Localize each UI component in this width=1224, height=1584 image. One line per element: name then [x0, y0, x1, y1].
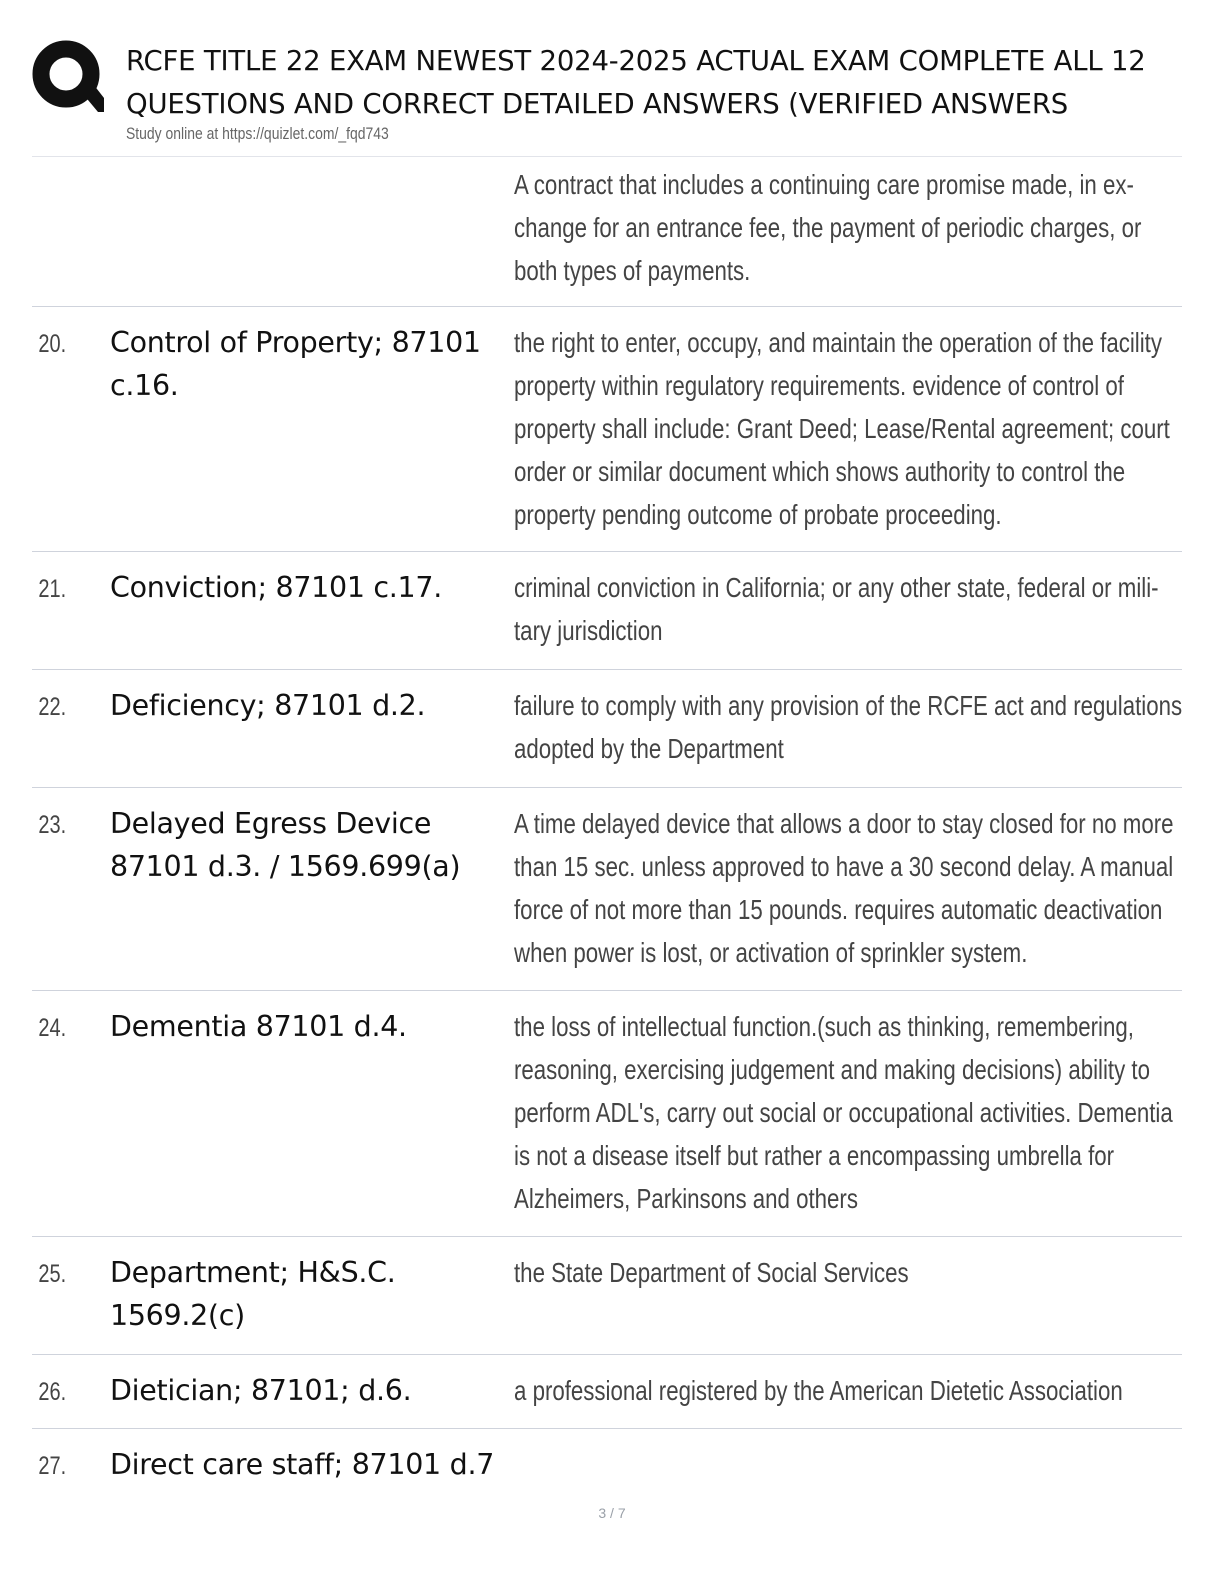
def-line: the loss of intellectual function.(such as thinking, remembering, — [514, 1011, 1134, 1042]
card-definition — [514, 566, 1166, 652]
def-line: adopted by the Department — [514, 733, 784, 764]
card-number: 27. — [38, 1452, 67, 1480]
card-definition — [514, 684, 1183, 770]
card-term — [110, 684, 510, 727]
term-line: Conviction; 87101 c.17. — [110, 571, 442, 604]
def-line: reasoning, exercising judgement and making decisions) ability to — [514, 1054, 1150, 1085]
card-number: 22. — [38, 693, 67, 721]
quizlet-q-logo-icon — [32, 36, 104, 116]
card-row — [32, 307, 1182, 551]
term-line: Control of Property; 87101 — [110, 326, 481, 359]
term-line: Direct care staff; 87101 d.7 — [110, 1448, 495, 1481]
def-line: is not a disease itself but rather a encompassing umbrella for — [514, 1140, 1115, 1171]
def-line: property within regulatory requirements. evidence of control of — [514, 370, 1124, 401]
def-line: criminal conviction in California; or any other state, federal or mili- — [514, 572, 1159, 603]
card-definition — [514, 1251, 1166, 1294]
continuation-definition — [514, 163, 1166, 292]
card-number: 23. — [38, 811, 67, 839]
page-number: 3 / 7 — [598, 1505, 626, 1521]
def-line: than 15 sec. unless approved to have a 30 second delay. A manual — [514, 851, 1174, 882]
card-term — [110, 1251, 510, 1337]
card-number: 20. — [38, 330, 67, 358]
def-line: A contract that includes a continuing care promise made, in ex- — [514, 169, 1134, 200]
card-row — [32, 1237, 1182, 1354]
term-line: Delayed Egress Device — [110, 807, 432, 840]
def-line: property shall include: Grant Deed; Lease/Rental agreement; court — [514, 413, 1170, 444]
page-header — [32, 36, 1212, 156]
def-line: property pending outcome of probate proceeding. — [514, 499, 1002, 530]
card-row — [32, 1429, 1182, 1509]
card-row — [32, 552, 1182, 669]
continuation-row — [32, 157, 1182, 306]
flashcard-table — [32, 156, 1182, 1509]
card-term — [110, 802, 510, 888]
study-online-link[interactable]: Study online at https://quizlet.com/_fqd743 — [126, 124, 389, 143]
card-term — [110, 566, 510, 609]
def-line: Alzheimers, Parkinsons and others — [514, 1183, 858, 1214]
card-term — [110, 1369, 510, 1412]
title-line-1: RCFE TITLE 22 EXAM NEWEST 2024-2025 ACTUAL EXAM COMPLETE ALL 12 — [126, 45, 1146, 77]
card-definition — [514, 802, 1174, 974]
term-line: c.16. — [110, 369, 179, 402]
def-line: change for an entrance fee, the payment of periodic charges, or — [514, 212, 1142, 243]
def-line: both types of payments. — [514, 255, 751, 286]
title-line-2: QUESTIONS AND CORRECT DETAILED ANSWERS (VERIFIED ANSWERS — [126, 88, 1068, 120]
def-line: the State Department of Social Services — [514, 1257, 909, 1288]
term-line: Department; H&S.C. — [110, 1256, 396, 1289]
card-number: 26. — [38, 1378, 67, 1406]
term-line: Dementia 87101 d.4. — [110, 1010, 407, 1043]
term-line: Dietician; 87101; d.6. — [110, 1374, 412, 1407]
card-term — [110, 1005, 510, 1048]
card-row — [32, 1355, 1182, 1428]
card-number: 24. — [38, 1014, 67, 1042]
card-term — [110, 321, 510, 407]
term-line: 1569.2(c) — [110, 1299, 245, 1332]
def-line: force of not more than 15 pounds. requires automatic deactivation — [514, 894, 1163, 925]
def-line: failure to comply with any provision of the RCFE act and regulations — [514, 690, 1183, 721]
card-term — [110, 1443, 510, 1486]
card-definition — [514, 1369, 1166, 1412]
term-line: 87101 d.3. / 1569.699(a) — [110, 850, 461, 883]
card-definition — [514, 1005, 1173, 1220]
card-row — [32, 670, 1182, 787]
card-number: 25. — [38, 1260, 67, 1288]
card-definition — [514, 321, 1170, 536]
card-number: 21. — [38, 575, 67, 603]
def-line: a professional registered by the American Dietetic Association — [514, 1375, 1123, 1406]
document-title — [126, 40, 1224, 126]
card-row — [32, 788, 1182, 990]
def-line: A time delayed device that allows a door to stay closed for no more — [514, 808, 1174, 839]
def-line: tary jurisdiction — [514, 615, 663, 646]
card-row — [32, 991, 1182, 1236]
def-line: perform ADL's, carry out social or occupational activities. Dementia — [514, 1097, 1173, 1128]
def-line: when power is lost, or activation of sprinkler system. — [514, 937, 1028, 968]
def-line: order or similar document which shows authority to control the — [514, 456, 1126, 487]
term-line: Deficiency; 87101 d.2. — [110, 689, 426, 722]
def-line: the right to enter, occupy, and maintain the operation of the facility — [514, 327, 1162, 358]
